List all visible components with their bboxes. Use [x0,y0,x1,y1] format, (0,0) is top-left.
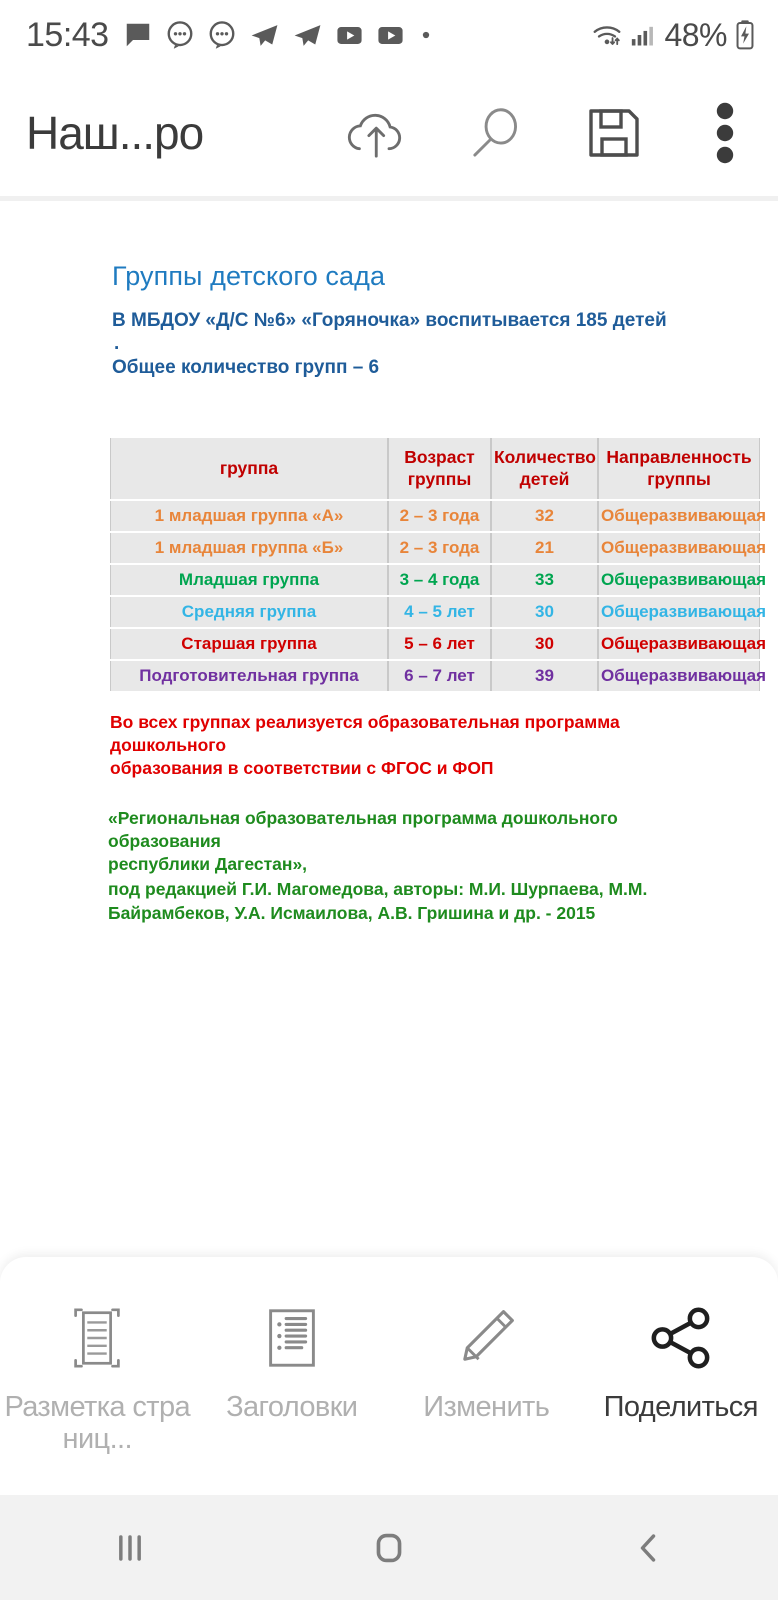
cell-count: 30 [491,629,598,659]
cell-direction: Общеразвивающая [598,597,760,627]
back-chevron-icon [626,1526,670,1570]
bottom-item-label: Поделиться [603,1391,758,1423]
cell-count: 30 [491,597,598,627]
document-page [0,201,778,925]
cell-group: 1 младшая группа «Б» [110,533,388,563]
youtube-icon [335,21,364,50]
column-header-group: группа [110,438,388,499]
whatsapp-icon [165,20,195,50]
dot-icon [417,26,435,44]
telegram-icon [249,20,280,51]
cell-group: Старшая группа [110,629,388,659]
cell-direction: Общеразвивающая [598,565,760,595]
column-header-count: Количество детей [491,438,598,499]
table-row [110,533,760,563]
table-header-row [110,438,760,499]
subtitle-children-count: В МБДОУ «Д/С №6» «Горяночка» воспитывается 185 детей [112,310,667,331]
paragraph-red-line-2: образования в соответствии с ФГОС и ФОП [110,758,494,779]
column-header-direction: Направленность группы [598,438,760,499]
wifi-icon [591,20,623,50]
home-icon [366,1525,412,1571]
cell-direction: Общеразвивающая [598,661,760,691]
cell-count: 33 [491,565,598,595]
paragraph-green-line-1: «Региональная образовательная программа дошкольного образования [108,807,618,851]
document-viewport[interactable] [0,201,778,1257]
cloud-upload-icon [340,102,414,164]
bottom-item-label: Заголовки [226,1391,358,1423]
whatsapp-icon [207,20,237,50]
cell-count: 21 [491,533,598,563]
table-row [110,501,760,531]
save-icon [583,103,643,163]
table-row [110,629,760,659]
signal-icon [630,21,657,49]
recents-icon [108,1526,152,1570]
save-button[interactable] [554,73,672,193]
table-row [110,565,760,595]
recents-button[interactable] [0,1495,259,1600]
more-options-button[interactable] [672,73,778,193]
cell-age: 6 – 7 лет [388,661,491,691]
document-title[interactable]: Наш...ро [26,107,204,159]
table-row [110,661,760,691]
more-options-icon [715,101,735,165]
cell-age: 2 – 3 года [388,533,491,563]
subtitle-groups-count: Общее количество групп – 6 [112,356,380,378]
edit-pencil-icon [451,1301,521,1375]
youtube-icon [376,21,405,50]
headings-list-icon [259,1301,325,1375]
cell-age: 5 – 6 лет [388,629,491,659]
paragraph-green-line-3: под редакцией Г.И. Магомедова, авторы: М.И. Шурпаева, М.М. [108,879,648,900]
bottom-item-page-layout[interactable] [0,1301,195,1495]
cell-direction: Общеразвивающая [598,629,760,659]
paragraph-green-line-2: республики Дагестан», [108,854,308,875]
back-button[interactable] [519,1495,778,1600]
cell-group: Младшая группа [110,565,388,595]
status-clock: 15:43 [26,15,109,54]
table-row [110,597,760,627]
system-navigation-bar [0,1495,778,1600]
toolbar-actions [318,73,778,193]
battery-percent: 48% [664,16,727,53]
page-layout-icon [62,1301,132,1375]
battery-charging-icon [734,19,756,51]
bottom-item-headings[interactable] [195,1301,390,1495]
cell-count: 39 [491,661,598,691]
status-system-icons [591,17,756,54]
cell-direction: Общеразвивающая [598,501,760,531]
status-bar [0,0,778,70]
cell-group: Подготовительная группа [110,661,388,691]
cell-age: 4 – 5 лет [388,597,491,627]
table-body [110,501,767,691]
status-notification-icons [123,20,435,51]
bottom-item-label: Изменить [423,1391,550,1423]
bottom-toolbar [0,1257,778,1495]
column-header-age: Возраст группы [388,438,491,499]
page-title: Группы детского сада [112,261,386,291]
cell-age: 3 – 4 года [388,565,491,595]
bottom-item-share[interactable] [584,1301,778,1495]
stray-dot: . [114,332,120,354]
cloud-upload-button[interactable] [318,73,436,193]
search-button[interactable] [436,73,554,193]
groups-table [110,436,767,693]
paragraph-green-line-4: Байрамбеков, У.А. Исмаилова, А.В. Гришина и др. - 2015 [108,902,596,923]
home-button[interactable] [259,1495,518,1600]
cell-count: 32 [491,501,598,531]
cell-age: 2 – 3 года [388,501,491,531]
paragraph-program-fgos [110,711,710,781]
bottom-item-edit[interactable] [389,1301,584,1495]
telegram-icon [292,20,323,51]
cell-direction: Общеразвивающая [598,533,760,563]
app-toolbar [0,70,778,196]
cell-group: Средняя группа [110,597,388,627]
search-icon [464,102,526,164]
cell-group: 1 младшая группа «А» [110,501,388,531]
share-icon [646,1301,716,1375]
message-icon [123,20,153,50]
bottom-item-label: Разметка страниц... [4,1391,191,1456]
paragraph-regional-program [108,807,713,925]
paragraph-red-line-1: Во всех группах реализуется образовательная программа дошкольного [110,711,620,756]
